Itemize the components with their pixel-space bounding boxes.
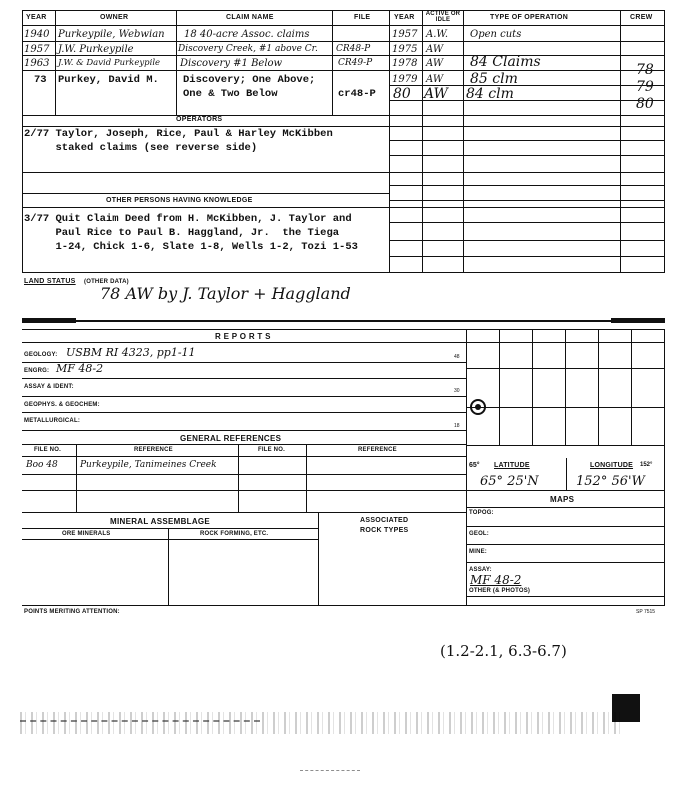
geology-number: 48 bbox=[454, 354, 460, 360]
header-year: YEAR bbox=[26, 14, 47, 21]
topog-label: TOPOG: bbox=[469, 510, 494, 516]
mineral-assemblage-title: MINERAL ASSEMBLAGE bbox=[110, 517, 211, 526]
form-number: SP 7515 bbox=[636, 609, 656, 615]
scan-noise-smudge bbox=[300, 770, 360, 771]
row4-year: 73 bbox=[34, 74, 47, 86]
lat-degree-label: 65° bbox=[469, 462, 480, 469]
row4-crew: 79 bbox=[636, 79, 654, 95]
operators-line-1: 2/77 Taylor, Joseph, Rice, Paul & Harley McKibben bbox=[24, 128, 333, 140]
other-persons-line-1: 3/77 Quit Claim Deed from H. McKibben, J. Taylor and bbox=[24, 213, 352, 225]
row5-claim-name: One & Two Below bbox=[183, 88, 278, 100]
section-divider bbox=[22, 318, 665, 324]
geol-label: GEOL: bbox=[469, 531, 489, 537]
gr-header-reference: REFERENCE bbox=[134, 447, 173, 453]
location-marker-icon bbox=[470, 399, 486, 415]
header-active-idle: ACTIVE OR IDLE bbox=[425, 11, 461, 23]
latitude-label: LATITUDE bbox=[494, 462, 530, 469]
row1-owner: Purkeypile, Webwian bbox=[58, 29, 165, 40]
row5-crew: 80 bbox=[636, 96, 654, 112]
metallurgical-label: METALLURGICAL: bbox=[24, 418, 81, 424]
row3-claim-name: Discovery #1 Below bbox=[180, 58, 283, 69]
row2-active: AW bbox=[426, 44, 444, 55]
header-file: FILE bbox=[354, 14, 371, 21]
gr-header-reference-2: REFERENCE bbox=[358, 447, 397, 453]
scan-noise-band bbox=[20, 712, 620, 734]
land-status-handwritten: 78 AW by J. Taylor + Haggland bbox=[100, 284, 351, 303]
long-degree-label: 152° bbox=[640, 462, 653, 468]
row5-file: cr48-P bbox=[338, 88, 376, 100]
row3-year-2: 1978 bbox=[392, 58, 418, 69]
metallurgical-number: 18 bbox=[454, 423, 460, 429]
gr-header-file-no-2: FILE NO. bbox=[258, 447, 285, 453]
gr-row-reference: Purkeypile, Tanimeines Creek bbox=[80, 460, 217, 470]
other-persons-line-3: 1-24, Chick 1-6, Slate 1-8, Wells 1-2, Tozi 1-53 bbox=[24, 241, 358, 253]
gr-row-file-no: Boo 48 bbox=[26, 460, 58, 470]
row5-operation: 84 clm bbox=[466, 86, 514, 102]
maps-other-label: OTHER (& PHOTOS) bbox=[469, 588, 531, 594]
maps-title: MAPS bbox=[550, 495, 575, 504]
row4-active: AW bbox=[426, 74, 444, 85]
longitude-value: 152° 56'W bbox=[576, 474, 645, 489]
row1-year-2: 1957 bbox=[392, 29, 418, 40]
reports-title: R E P O R T S bbox=[215, 332, 271, 341]
scan-noise-line bbox=[20, 720, 260, 722]
row1-operation: Open cuts bbox=[470, 29, 522, 40]
header-type-of-operation: TYPE OF OPERATION bbox=[490, 14, 569, 21]
other-persons-title: OTHER PERSONS HAVING KNOWLEDGE bbox=[106, 197, 253, 204]
assay-label: ASSAY & IDENT: bbox=[24, 384, 74, 390]
row3-crew: 78 bbox=[636, 62, 654, 78]
operators-line-2: staked claims (see reverse side) bbox=[24, 142, 258, 154]
geology-value: USBM RI 4323, pp1-11 bbox=[66, 346, 196, 359]
row1-active: A.W. bbox=[426, 29, 449, 40]
rock-forming-label: ROCK FORMING, ETC. bbox=[200, 531, 269, 537]
longitude-label: LONGITUDE bbox=[590, 462, 634, 469]
operators-title: OPERATORS bbox=[176, 116, 223, 123]
row4-owner: Purkey, David M. bbox=[58, 74, 159, 86]
maps-assay-value: MF 48-2 bbox=[470, 573, 522, 587]
row2-year-2: 1975 bbox=[392, 44, 418, 55]
row1-year: 1940 bbox=[24, 29, 50, 40]
row4-year-2: 1979 bbox=[392, 74, 418, 85]
row2-owner: J.W. Purkeypile bbox=[58, 44, 134, 55]
engrg-label: ENGRG: bbox=[24, 368, 50, 374]
associated-label: ASSOCIATED bbox=[360, 517, 409, 524]
land-status-sublabel: (OTHER DATA) bbox=[84, 279, 129, 285]
row2-claim-name: Discovery Creek, #1 above Cr. bbox=[178, 44, 318, 54]
range-note: (1.2-2.1, 6.3-6.7) bbox=[440, 642, 567, 660]
geophys-label: GEOPHYS. & GEOCHEM: bbox=[24, 402, 100, 408]
gr-header-file-no: FILE NO. bbox=[34, 447, 61, 453]
header-year-2: YEAR bbox=[394, 14, 415, 21]
maps-assay-label: ASSAY: bbox=[469, 567, 492, 573]
row3-active: AW bbox=[426, 58, 444, 69]
row4-operation: 85 clm bbox=[470, 71, 518, 87]
engrg-value: MF 48-2 bbox=[56, 362, 104, 375]
general-references-title: GENERAL REFERENCES bbox=[180, 434, 282, 443]
mine-label: MINE: bbox=[469, 549, 487, 555]
header-owner: OWNER bbox=[100, 14, 129, 21]
row3-year: 1963 bbox=[24, 58, 50, 69]
latitude-value: 65° 25'N bbox=[480, 474, 539, 489]
land-status-label: LAND STATUS bbox=[24, 278, 76, 285]
rock-types-label: ROCK TYPES bbox=[360, 527, 409, 534]
geology-label: GEOLOGY: bbox=[24, 352, 58, 358]
header-claim-name: CLAIM NAME bbox=[226, 14, 274, 21]
row3-owner: J.W. & David Purkeypile bbox=[58, 58, 161, 68]
other-persons-line-2: Paul Rice to Paul B. Haggland, Jr. the Tiega bbox=[24, 227, 340, 239]
row5-active: AW bbox=[424, 86, 448, 102]
row1-claim-name: 18 40-acre Assoc. claims bbox=[184, 29, 310, 40]
points-meriting-attention-label: POINTS MERITING ATTENTION: bbox=[24, 609, 120, 615]
row5-year-2: 80 bbox=[393, 86, 411, 102]
header-crew: CREW bbox=[630, 14, 653, 21]
row3-operation: 84 Claims bbox=[470, 54, 541, 70]
row2-year: 1957 bbox=[24, 44, 50, 55]
ore-minerals-label: ORE MINERALS bbox=[62, 531, 111, 537]
row3-file: CR49-P bbox=[338, 58, 373, 68]
row4-claim-name: Discovery; One Above; bbox=[183, 74, 316, 86]
row2-file: CR48-P bbox=[336, 44, 371, 54]
assay-number: 30 bbox=[454, 388, 460, 394]
